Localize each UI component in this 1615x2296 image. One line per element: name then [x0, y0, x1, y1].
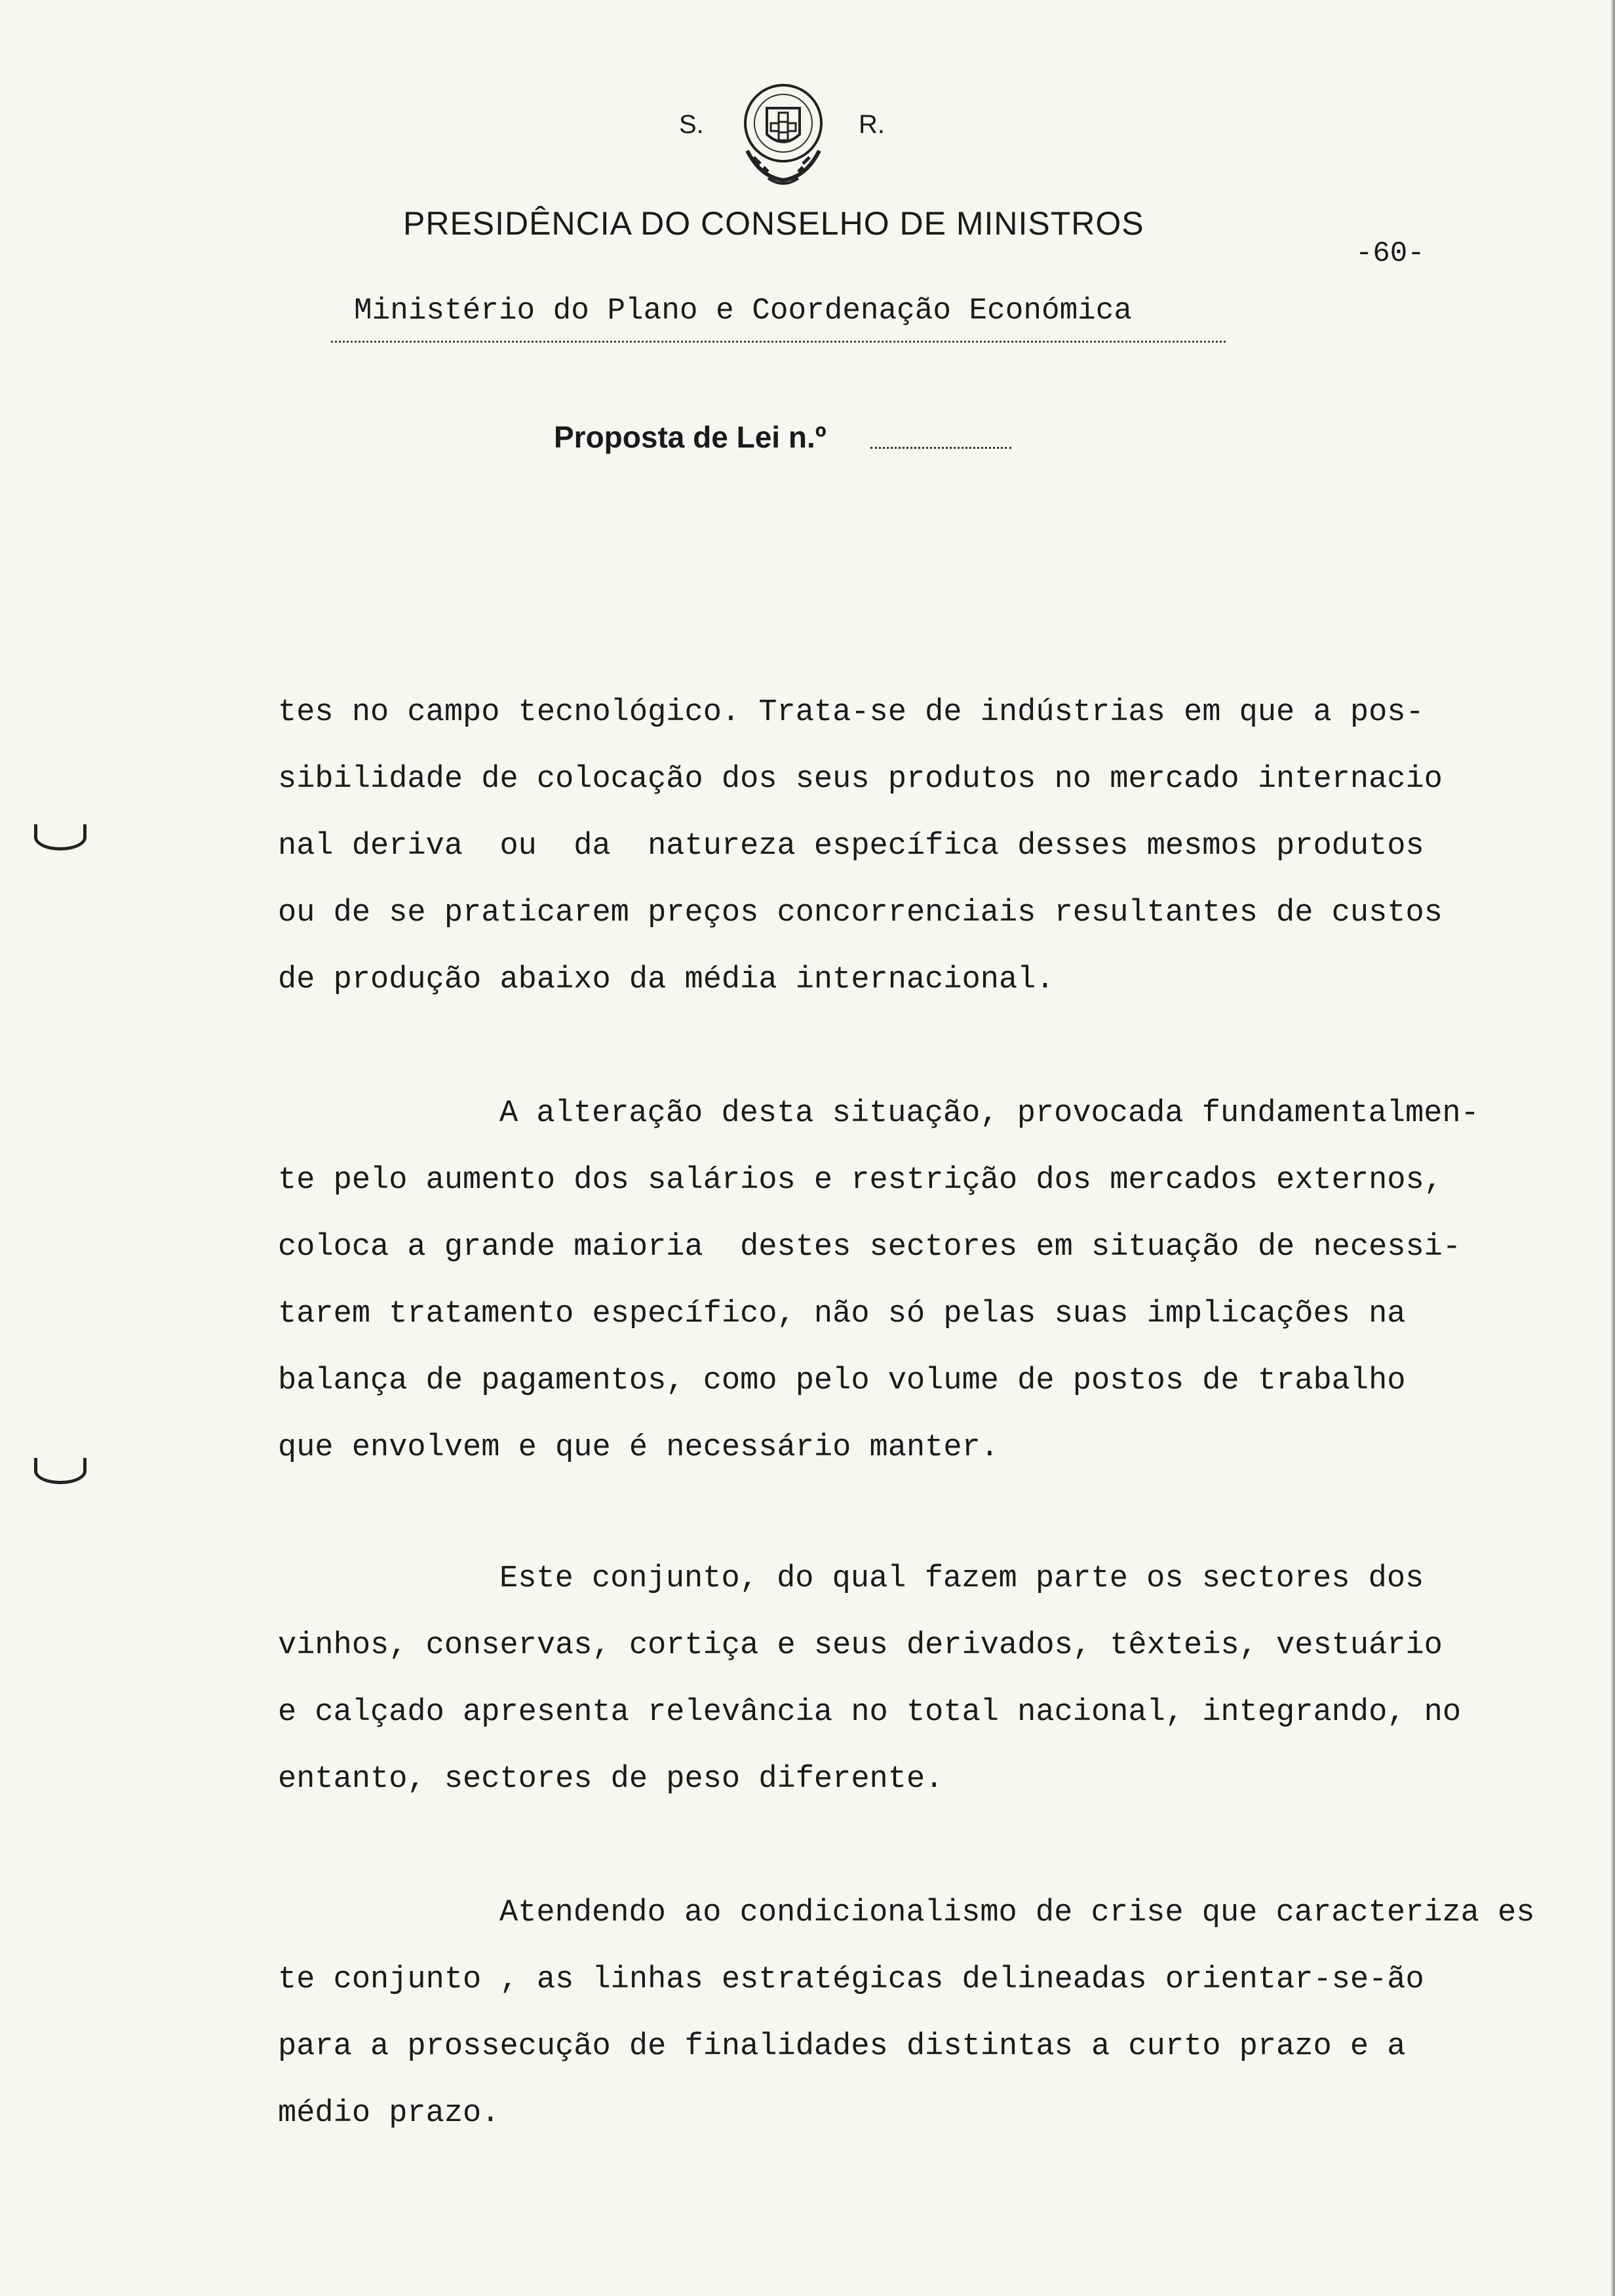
proposta-number-blank [870, 447, 1011, 449]
body-line: sibilidade de colocação dos seus produtos no mercado internacio [278, 762, 1443, 797]
header-r-letter: R. [859, 110, 885, 139]
body-line: tes no campo tecnológico. Trata-se de indústrias em que a pos- [278, 695, 1424, 730]
body-line: tarem tratamento específico, não só pelas suas implicações na [278, 1297, 1406, 1331]
margin-punch-mark [34, 1458, 87, 1484]
body-line: para a prossecução de finalidades distintas a curto prazo e a [278, 2029, 1406, 2064]
body-line: e calçado apresenta relevância no total nacional, integrando, no [278, 1695, 1462, 1730]
body-line: médio prazo. [278, 2096, 500, 2131]
body-line: coloca a grande maioria destes sectores em situação de necessi- [278, 1230, 1462, 1265]
body-line: ou de se praticarem preços concorrenciais resultantes de custos [278, 896, 1443, 930]
ministry-dotted-rule [331, 341, 1226, 343]
body-line: te pelo aumento dos salários e restrição dos mercados externos, [278, 1163, 1443, 1198]
margin-punch-mark [34, 824, 87, 851]
body-line: entanto, sectores de peso diferente. [278, 1762, 944, 1797]
body-line: que envolvem e que é necessário manter. [278, 1430, 999, 1465]
body-line: Este conjunto, do qual fazem parte os sectores dos [499, 1561, 1424, 1596]
body-line: de produção abaixo da média internacional. [278, 963, 1055, 997]
page-edge-shadow [1611, 0, 1615, 2296]
body-line: nal deriva ou da natureza específica desses mesmos produtos [278, 829, 1424, 864]
coat-of-arms-icon [728, 72, 839, 190]
body-line: te conjunto , as linhas estratégicas delineadas orientar-se-ão [278, 1962, 1424, 1997]
ministry-name: Ministério do Plano e Coordenação Económica [354, 294, 1132, 328]
page-number: -60- [1355, 237, 1425, 270]
proposta-label: Proposta de Lei n.º [554, 420, 827, 454]
body-line: vinhos, conservas, cortiça e seus derivados, têxteis, vestuário [278, 1628, 1443, 1663]
body-line: Atendendo ao condicionalismo de crise que caracteriza es [499, 1896, 1535, 1930]
presidency-title: PRESIDÊNCIA DO CONSELHO DE MINISTROS [403, 205, 1144, 242]
header-s-letter: S. [679, 110, 704, 139]
body-line: balança de pagamentos, como pelo volume de postos de trabalho [278, 1364, 1406, 1398]
body-line: A alteração desta situação, provocada fundamentalmen- [499, 1096, 1479, 1131]
